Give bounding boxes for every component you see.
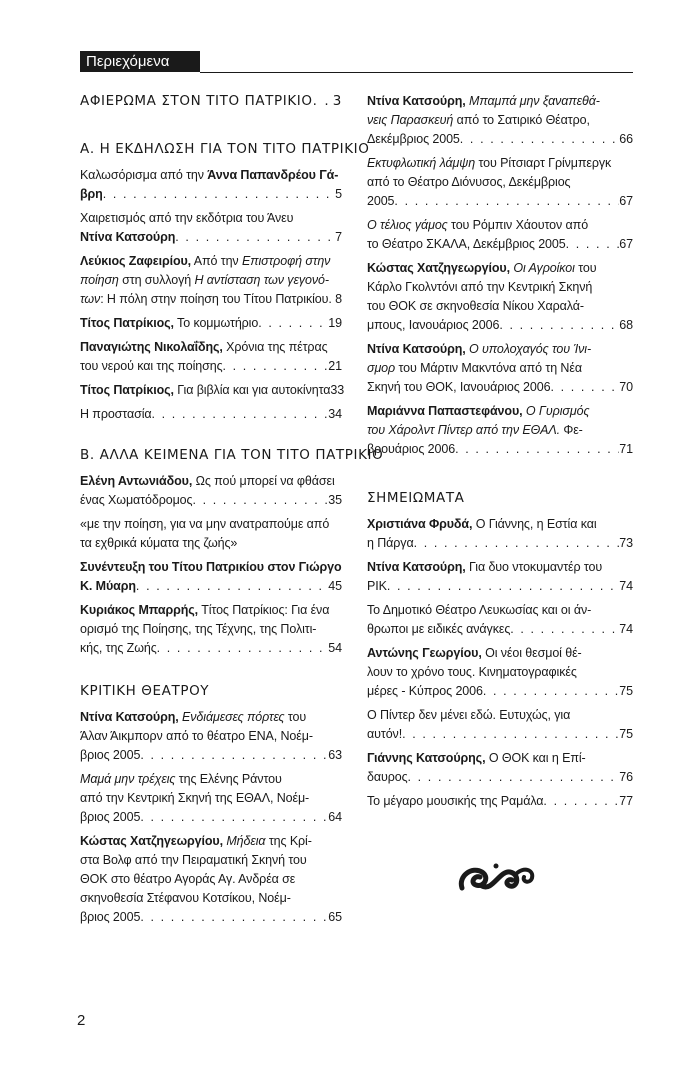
entry-text: της Ελένης Ράντου: [175, 772, 282, 786]
toc-entry: [80, 708, 342, 765]
dot-leader: [103, 185, 335, 204]
entry-text: από το Θέατρο Διόνυσος, Δεκέμβριος: [367, 175, 571, 189]
dot-leader: [483, 682, 619, 701]
entry-author: Ντίνα Κατσούρη,: [367, 94, 466, 108]
page-ref: 67: [619, 194, 633, 208]
entry-text: Τίτος Πατρίκιος: Για ένα: [198, 603, 330, 617]
entry-text: Άλαν Άικμπορν από το θέατρο ΕΝΑ, Νοέμ-: [80, 729, 313, 743]
toc-entry: [367, 706, 633, 744]
dot-leader: [258, 314, 328, 333]
right-column: [367, 92, 633, 816]
entry-text: Χρόνια της πέτρας: [222, 340, 328, 354]
section-title-a: Α. Η ΕΚΔΗΛΩΣΗ ΓΙΑ ΤΟΝ ΤΙΤΟ ΠΑΤΡΙΚΙΟ: [80, 141, 370, 157]
dot-leader: [402, 725, 619, 744]
dot-leader: [510, 620, 619, 639]
toc-entry: [367, 792, 633, 811]
entry-text: βριος 2005: [80, 910, 141, 924]
page-ref: 75: [619, 684, 633, 698]
dot-leader: [408, 768, 620, 787]
dot-leader: [414, 534, 620, 553]
dot-leader: [455, 440, 619, 459]
toc-entry: [80, 601, 342, 658]
entry-text: από το Σατιρικό Θέατρο,: [453, 113, 590, 127]
entry-text: Ο ΘΟΚ και η Επί-: [485, 751, 586, 765]
entry-title: Εκτυφλωτική λάμψη: [367, 156, 476, 170]
entry-text: από την Κεντρική Σκηνή της ΕΘΑΛ, Νοέμ-: [80, 791, 310, 805]
dot-leader: [313, 92, 333, 110]
entry-text: το Θέατρο ΣΚΑΛΑ, Δεκέμβριος 2005: [367, 237, 566, 251]
entry-text: της Κρί-: [265, 834, 312, 848]
entry-text: η Πάργα: [367, 536, 414, 550]
entry-text: ένας Χωματόδρομος: [80, 493, 193, 507]
toc-entry: [80, 558, 342, 596]
page-ref: 63: [328, 748, 342, 762]
entry-title: νεις Παρασκευή: [367, 113, 454, 127]
page-ref: 5: [335, 187, 342, 201]
toc-entry: [80, 472, 342, 510]
entry-text: : Η πόλη στην ποίηση του Τίτου Πατρικίου: [100, 292, 329, 306]
dot-leader: [499, 316, 619, 335]
entry-text: του νερού και της ποίησης: [80, 359, 223, 373]
header-rule: [200, 72, 633, 73]
toc-entry: [80, 405, 342, 424]
page-ref: 34: [328, 407, 342, 421]
page-ref: 64: [328, 810, 342, 824]
page-number: 2: [77, 1012, 86, 1029]
dot-leader: [543, 792, 619, 811]
entry-author: Άννα Παπανδρέου Γά-: [207, 168, 339, 182]
dot-leader: [140, 808, 328, 827]
entry-text: Η προστασία: [80, 407, 152, 421]
page-ref: 65: [328, 910, 342, 924]
entry-text: Ως πού μπορεί να φθάσει: [192, 474, 335, 488]
page-ref: 76: [619, 770, 633, 784]
entry-text: Κάρλο Γκολντόνι από την Κεντρική Σκηνή: [367, 280, 593, 294]
page-ref: 73: [619, 536, 633, 550]
entry-author: Ντίνα Κατσούρη,: [367, 560, 466, 574]
entry-text: δαυρος: [367, 770, 408, 784]
entry-text: Φε-: [559, 423, 583, 437]
entry-text: στα Βολφ από την Πειραματική Σκηνή του: [80, 853, 307, 867]
entry-author: Μαριάννα Παπαστεφάνου,: [367, 404, 523, 418]
entry-author: Ντίνα Κατσούρη,: [80, 710, 179, 724]
entry-author: Ντίνα Κατσούρη: [80, 230, 176, 244]
dot-leader: [223, 357, 329, 376]
entry-text: του Ρόμπιν Χάουτον από: [447, 218, 589, 232]
dot-leader: [550, 378, 619, 397]
dot-leader: [136, 577, 328, 596]
page-ref: 66: [619, 132, 633, 146]
entry-text: λουν το χρόνο τους. Κινηματογραφικές: [367, 665, 577, 679]
entry-text: του: [574, 261, 597, 275]
entry-text: τα εχθρικά κύματα της ζωής»: [80, 536, 238, 550]
entry-author: βρη: [80, 187, 103, 201]
page-ref: 74: [619, 622, 633, 636]
page-ref: 7: [335, 230, 342, 244]
page-ref: 68: [619, 318, 633, 332]
page-ref: 54: [328, 641, 342, 655]
entry-text: Για βιβλία και για αυτοκίνητα: [173, 383, 331, 397]
toc-entry: [367, 515, 633, 553]
entry-title: Ο τέλιος γάμος: [367, 218, 448, 232]
entry-author: Τίτος Πατρίκιος,: [80, 383, 174, 397]
toc-entry: [367, 402, 633, 459]
entry-text: στη συλλογή: [118, 273, 195, 287]
dot-leader: [328, 290, 335, 309]
entry-text: Χαιρετισμός από την εκδότρια του Άνευ: [80, 211, 294, 225]
entry-title: Η αντίσταση των γεγονό-: [194, 273, 329, 287]
entry-title: Ο Γυρισμός: [522, 404, 590, 418]
toc-entry: [80, 515, 342, 553]
page-ref: 75: [619, 727, 633, 741]
toc-entry: [80, 381, 345, 400]
entry-author: Ελένη Αντωνιάδου,: [80, 474, 193, 488]
toc-entry: [367, 558, 633, 596]
entry-text: ορισμό της Ποίησης, της Τέχνης, της Πολιτι-: [80, 622, 317, 636]
dot-leader: [394, 192, 619, 211]
toc-entry: [367, 92, 633, 149]
toc-entry: [80, 209, 342, 247]
entry-title: σμορ: [367, 361, 396, 375]
entry-author: Κώστας Χατζηγεωργίου,: [367, 261, 510, 275]
entry-author: Γιάννης Κατσούρης,: [367, 751, 486, 765]
page-ref: 35: [328, 493, 342, 507]
toc-entry: [80, 832, 342, 927]
entry-text: Το κομμωτήριο: [173, 316, 259, 330]
page-ref: 74: [619, 579, 633, 593]
entry-author: Παναγιώτης Νικολαΐδης,: [80, 340, 223, 354]
entry-text: μπους, Ιανουάριος 2006: [367, 318, 500, 332]
section-title: ΑΦΙΕΡΩΜΑ ΣΤΟΝ ΤΙΤΟ ΠΑΤΡΙΚΙΟ: [80, 93, 313, 109]
entry-author: Αντώνης Γεωργίου,: [367, 646, 482, 660]
page-ref: 77: [619, 794, 633, 808]
swirl-ornament-icon: [456, 858, 536, 898]
dot-leader: [566, 235, 620, 254]
entry-text: ΘΟΚ στο θέατρο Αγοράς Αγ. Ανδρέα σε: [80, 872, 296, 886]
toc-entry: [367, 154, 633, 211]
toc-entry: [80, 252, 342, 309]
section-title-b: Β. ΑΛΛΑ ΚΕΙΜΕΝΑ ΓΙΑ ΤΟΝ ΤΙΤΟ ΠΑΤΡΙΚΙΟ: [80, 447, 384, 463]
section-title-notes: ΣΗΜΕΙΩΜΑΤΑ: [367, 490, 465, 506]
dot-leader: [175, 228, 335, 247]
entry-text: του Ρίτσιαρτ Γρίνμπεργκ: [475, 156, 612, 170]
dot-leader: [140, 908, 328, 927]
entry-author: Χριστιάνα Φρυδά,: [367, 517, 473, 531]
section-dedication: [80, 92, 342, 110]
dot-leader: [152, 405, 329, 424]
entry-text: αυτόν!: [367, 727, 403, 741]
page-ref: 19: [328, 316, 342, 330]
dot-leader: [140, 746, 328, 765]
entry-text: Το μέγαρο μουσικής της Ραμάλα: [367, 794, 544, 808]
toc-entry: [367, 601, 633, 639]
entry-author: Κυριάκος Μπαρρής,: [80, 603, 199, 617]
entry-text: Δεκέμβριος 2005: [367, 132, 460, 146]
toc-entry: [367, 749, 633, 787]
dot-leader: [157, 639, 329, 658]
entry-text: Σκηνή του ΘΟΚ, Ιανουάριος 2006: [367, 380, 551, 394]
entry-author: Συνέντευξη του Τίτου Πατρικίου στον Γιώργο: [80, 560, 342, 574]
entry-author: Κ. Μύαρη: [80, 579, 136, 593]
entry-text: του Μάρτιν Μακντόνα από τη Νέα: [395, 361, 582, 375]
dot-leader: [192, 491, 328, 510]
toc-entry: [80, 314, 342, 333]
entry-text: «με την ποίηση, για να μην ανατραπούμε από: [80, 517, 330, 531]
entry-text: του ΘΟΚ σε σκηνοθεσία Νίκου Χαραλά-: [367, 299, 584, 313]
entry-text: Για δυο ντοκυμαντέρ του: [465, 560, 603, 574]
toc-entry: [367, 340, 633, 397]
page-ref: 8: [335, 292, 342, 306]
page-ref: 70: [619, 380, 633, 394]
page-ref: 71: [619, 442, 633, 456]
entry-title: Οι Αγροίκοι: [509, 261, 575, 275]
entry-text: Ο Πίντερ δεν μένει εδώ. Ευτυχώς, για: [367, 708, 571, 722]
toc-entry: [367, 644, 633, 701]
entry-text: βριος 2005: [80, 748, 141, 762]
entry-title: Μαμά μην τρέχεις: [80, 772, 176, 786]
entry-text: Οι νέοι θεσμοί θέ-: [481, 646, 582, 660]
page-ref: 67: [619, 237, 633, 251]
page-ref: 33: [330, 383, 345, 397]
entry-author: Τίτος Πατρίκιος,: [80, 316, 174, 330]
page-ref: 3: [332, 93, 342, 109]
entry-title: Επιστροφή στην: [241, 254, 331, 268]
entry-text: βριος 2005: [80, 810, 141, 824]
dot-leader: [387, 577, 619, 596]
entry-title: ποίηση: [80, 273, 119, 287]
entry-text: Καλωσόρισμα από την: [80, 168, 208, 182]
entry-text: 2005: [367, 194, 395, 208]
toc-entry: [367, 216, 633, 254]
toc-entry: [80, 338, 342, 376]
entry-text: ΡΙΚ: [367, 579, 387, 593]
entry-author: Λεύκιος Ζαφειρίου,: [80, 254, 192, 268]
section-title-theatre: ΚΡΙΤΙΚΗ ΘΕΑΤΡΟΥ: [80, 683, 210, 699]
toc-entry: [367, 259, 633, 335]
entry-text: θρωποι με ειδικές ανάγκες: [367, 622, 511, 636]
entry-author: Ντίνα Κατσούρη,: [367, 342, 466, 356]
dot-leader: [460, 130, 620, 149]
entry-title: των: [80, 292, 101, 306]
entry-title: του Χάρολντ Πίντερ από την ΕΘΑΛ.: [367, 423, 560, 437]
entry-text: μέρες - Κύπρος 2006: [367, 684, 483, 698]
toc-entry: [80, 166, 342, 204]
contents-header: Περιεχόμενα: [80, 51, 200, 72]
entry-title: Ενδιάμεσες πόρτες: [178, 710, 285, 724]
entry-title: Μπαμπά μην ξαναπεθά-: [465, 94, 600, 108]
entry-text: βρουάριος 2006: [367, 442, 456, 456]
entry-text: Το Δημοτικό Θέατρο Λευκωσίας και οι άν-: [367, 603, 592, 617]
entry-text: του: [284, 710, 307, 724]
entry-text: κής, της Ζωής: [80, 641, 157, 655]
toc-entry: [80, 770, 342, 827]
page-ref: 21: [328, 359, 342, 373]
entry-text: Από την: [191, 254, 242, 268]
entry-title: Μήδεια: [222, 834, 266, 848]
entry-text: σκηνοθεσία Στέφανου Κοτσίκου, Νοέμ-: [80, 891, 291, 905]
entry-author: Κώστας Χατζηγεωργίου,: [80, 834, 223, 848]
entry-text: Ο Γιάννης, η Εστία και: [472, 517, 597, 531]
entry-title: Ο υπολοχαγός του Ίνι-: [465, 342, 592, 356]
page-ref: 45: [328, 579, 342, 593]
